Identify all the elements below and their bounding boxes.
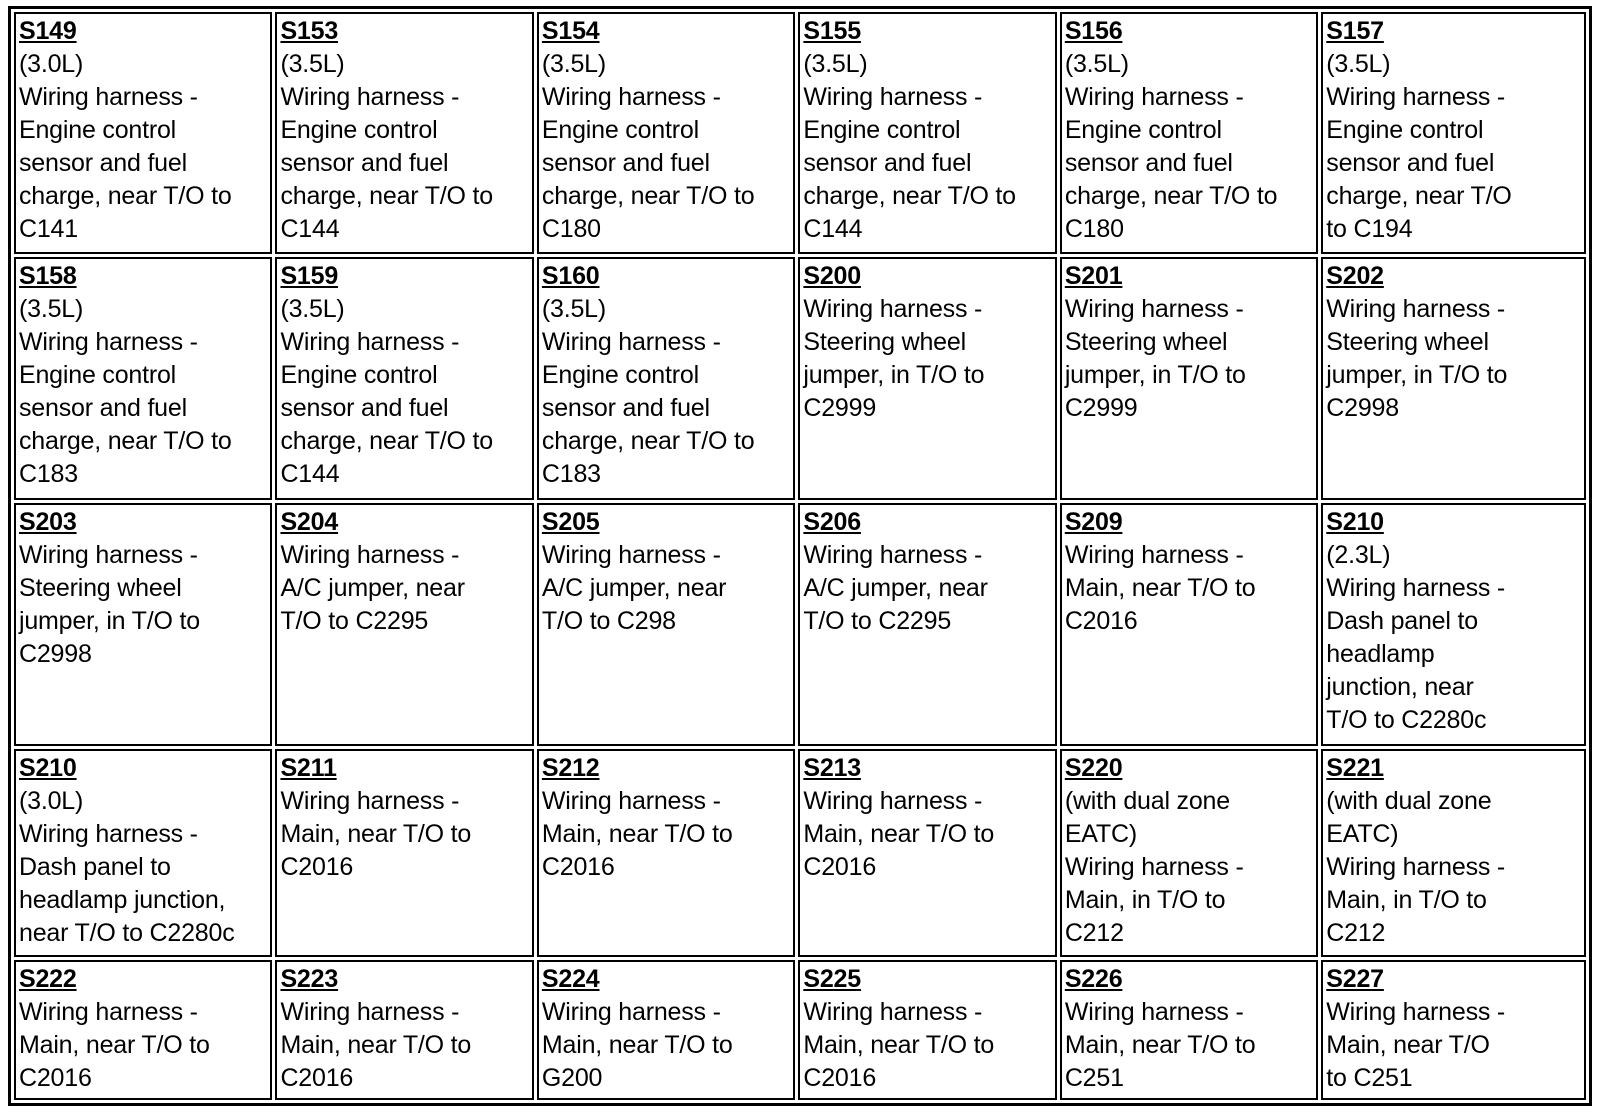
- splice-table-frame: [8, 6, 1592, 1106]
- splice-cell: [275, 503, 533, 746]
- splice-description: (with dual zone EATC) Wiring harness - Main, in T/O to C212: [1064, 786, 1244, 947]
- splice-cell: [275, 749, 533, 957]
- splice-description: Wiring harness - Main, near T/O to C2016: [541, 786, 733, 881]
- splice-description: (3.5L) Wiring harness - Engine control sensor and fuel charge, near T/O to C180: [541, 50, 755, 243]
- splice-description: Wiring harness - Steering wheel jumper, in T/O to C2998: [19, 540, 200, 668]
- splice-description: Wiring harness - Main, near T/O to C251: [1064, 997, 1256, 1092]
- splice-description: (3.0L) Wiring harness - Engine control sensor and fuel charge, near T/O to C141: [19, 50, 232, 243]
- splice-cell: [798, 257, 1056, 500]
- splice-cell: [537, 12, 795, 254]
- splice-id-link[interactable]: S155: [803, 17, 861, 45]
- splice-cell: [14, 503, 272, 746]
- splice-location-table: [11, 9, 1589, 1103]
- splice-cell: [1321, 503, 1586, 746]
- splice-cell: [14, 12, 272, 254]
- splice-description: Wiring harness - Main, near T/O to C251: [1326, 997, 1506, 1092]
- splice-cell: [537, 749, 795, 957]
- splice-id-link[interactable]: S153: [280, 17, 339, 45]
- splice-description: Wiring harness - Main, near T/O to C2016: [280, 786, 472, 881]
- splice-id-link[interactable]: S225: [803, 964, 861, 993]
- splice-description: (2.3L) Wiring harness - Dash panel to headlamp junction, near T/O to C2280c: [1326, 540, 1506, 734]
- splice-description: Wiring harness - Main, near T/O to C2016: [803, 997, 995, 1092]
- splice-description: (3.5L) Wiring harness - Engine control sensor and fuel charge, near T/O to C194: [1326, 50, 1512, 243]
- splice-id-link[interactable]: S221: [1326, 753, 1384, 782]
- splice-cell: [275, 960, 533, 1100]
- splice-cell: [14, 749, 272, 957]
- splice-cell: [798, 503, 1056, 746]
- splice-cell: [1060, 749, 1318, 957]
- splice-id-link[interactable]: S212: [541, 753, 600, 782]
- splice-description: (3.5L) Wiring harness - Engine control sensor and fuel charge, near T/O to C183: [19, 294, 232, 488]
- splice-id-link[interactable]: S158: [19, 261, 77, 290]
- splice-id-link[interactable]: S205: [541, 507, 600, 536]
- splice-description: Wiring harness - Main, near T/O to C2016: [1064, 540, 1256, 635]
- splice-cell: [1060, 960, 1318, 1100]
- splice-id-link[interactable]: S209: [1064, 507, 1123, 536]
- splice-id-link[interactable]: S210: [19, 753, 77, 782]
- splice-cell: [537, 960, 795, 1100]
- splice-description: Wiring harness - A/C jumper, near T/O to C2295: [803, 540, 988, 635]
- splice-cell: [1060, 257, 1318, 500]
- splice-id-link[interactable]: S203: [19, 507, 77, 536]
- splice-id-link[interactable]: S211: [280, 753, 337, 782]
- splice-id-link[interactable]: S200: [803, 261, 861, 290]
- splice-description: Wiring harness - Main, near T/O to C2016: [280, 997, 472, 1092]
- splice-cell: [798, 749, 1056, 957]
- splice-id-link[interactable]: S226: [1064, 964, 1123, 993]
- splice-description: Wiring harness - Main, near T/O to C2016: [19, 997, 210, 1092]
- splice-id-link[interactable]: S204: [280, 507, 339, 536]
- splice-description: (3.0L) Wiring harness - Dash panel to headlamp junction, near T/O to C2280c: [19, 786, 235, 947]
- splice-description: Wiring harness - A/C jumper, near T/O to C298: [541, 540, 727, 635]
- splice-id-link[interactable]: S202: [1326, 261, 1384, 290]
- splice-description: (3.5L) Wiring harness - Engine control sensor and fuel charge, near T/O to C144: [280, 50, 493, 243]
- splice-cell: [798, 960, 1056, 1100]
- splice-cell: [14, 960, 272, 1100]
- splice-id-link[interactable]: S224: [541, 964, 600, 993]
- splice-id-link[interactable]: S213: [803, 753, 861, 782]
- table-row: [14, 749, 1586, 957]
- splice-id-link[interactable]: S156: [1064, 17, 1123, 45]
- splice-description: (with dual zone EATC) Wiring harness - Main, in T/O to C212: [1326, 786, 1506, 947]
- splice-description: Wiring harness - Steering wheel jumper, in T/O to C2998: [1326, 294, 1508, 422]
- splice-description: (3.5L) Wiring harness - Engine control sensor and fuel charge, near T/O to C183: [541, 294, 755, 488]
- splice-description: Wiring harness - Steering wheel jumper, in T/O to C2999: [1064, 294, 1246, 422]
- splice-cell: [1060, 503, 1318, 746]
- splice-description: Wiring harness - Steering wheel jumper, in T/O to C2999: [803, 294, 985, 422]
- splice-description: Wiring harness - A/C jumper, near T/O to C2295: [280, 540, 465, 635]
- table-row: [14, 12, 1586, 254]
- splice-cell: [275, 12, 533, 254]
- splice-table-body: [14, 12, 1586, 1100]
- splice-cell: [1321, 12, 1586, 254]
- splice-id-link[interactable]: S210: [1326, 507, 1384, 536]
- splice-id-link[interactable]: S222: [19, 964, 77, 993]
- splice-cell: [275, 257, 533, 500]
- splice-id-link[interactable]: S159: [280, 261, 339, 290]
- splice-id-link[interactable]: S160: [541, 261, 600, 290]
- splice-description: Wiring harness - Main, near T/O to C2016: [803, 786, 995, 881]
- splice-id-link[interactable]: S227: [1326, 964, 1384, 993]
- splice-cell: [1321, 257, 1586, 500]
- splice-description: (3.5L) Wiring harness - Engine control sensor and fuel charge, near T/O to C144: [803, 50, 1016, 243]
- splice-id-link[interactable]: S206: [803, 507, 861, 536]
- splice-cell: [537, 257, 795, 500]
- splice-id-link[interactable]: S201: [1064, 261, 1123, 290]
- splice-cell: [14, 257, 272, 500]
- splice-cell: [1321, 960, 1586, 1100]
- splice-description: (3.5L) Wiring harness - Engine control sensor and fuel charge, near T/O to C180: [1064, 50, 1278, 243]
- splice-id-link[interactable]: S149: [19, 17, 77, 45]
- splice-description: (3.5L) Wiring harness - Engine control sensor and fuel charge, near T/O to C144: [280, 294, 493, 488]
- table-row: [14, 503, 1586, 746]
- table-row: [14, 257, 1586, 500]
- splice-cell: [1060, 12, 1318, 254]
- splice-cell: [798, 12, 1056, 254]
- splice-id-link[interactable]: S220: [1064, 753, 1123, 782]
- splice-cell: [1321, 749, 1586, 957]
- splice-cell: [537, 503, 795, 746]
- splice-id-link[interactable]: S223: [280, 964, 339, 993]
- table-row: [14, 960, 1586, 1100]
- splice-description: Wiring harness - Main, near T/O to G200: [541, 997, 733, 1092]
- splice-id-link[interactable]: S157: [1326, 17, 1384, 45]
- splice-id-link[interactable]: S154: [541, 17, 600, 45]
